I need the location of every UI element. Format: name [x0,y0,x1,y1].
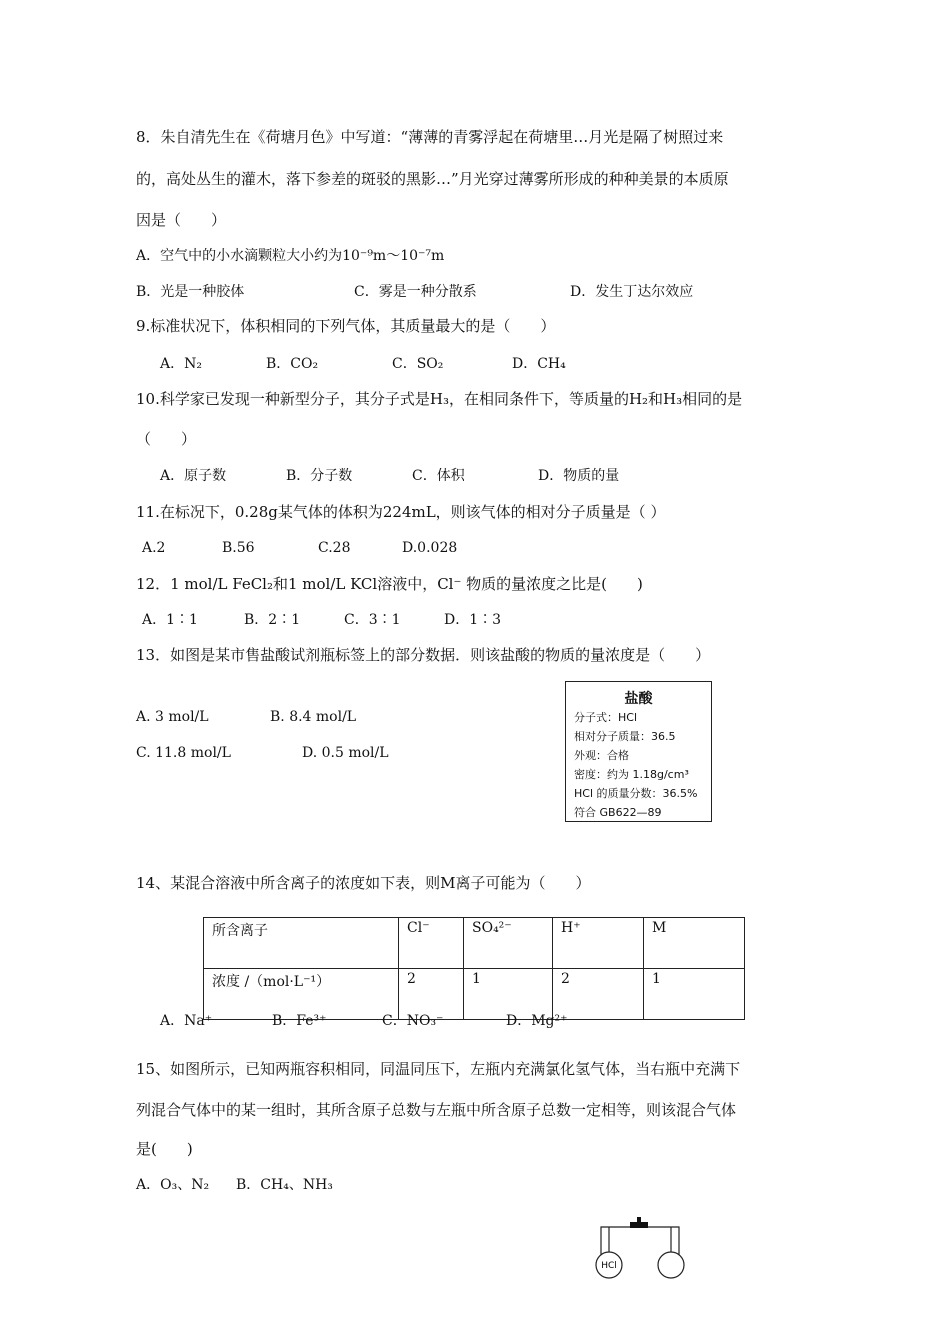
q12-option-a: A．1∶1 [142,612,198,628]
q9-option-c: C．SO₂ [392,356,444,372]
q15-line-3: 是( ) [136,1140,193,1158]
q14-stem: 14、某混合溶液中所含离子的浓度如下表，则M离子可能为（ ） [136,874,591,892]
reagent-label-row: 分子式：HCl [574,711,638,724]
table-cell: H⁺ [553,918,644,969]
two-flasks-illustration [593,1215,687,1281]
table-row [204,918,745,969]
table-cell: SO₄²⁻ [464,918,553,969]
q11-option-c: C.28 [318,540,351,556]
table-cell: 1 [644,969,745,1020]
q12-option-c: C．3∶1 [344,612,401,628]
q13-option-b: B. 8.4 mol/L [270,709,357,725]
reagent-label-row: HCl 的质量分数：36.5% [574,787,698,800]
q11-option-d: D.0.028 [402,540,458,556]
q15-line-1: 15、如图所示，已知两瓶容积相同，同温同压下，左瓶内充满氯化氢气体，当右瓶中充满下 [136,1060,741,1078]
q9-stem: 9.标准状况下，体积相同的下列气体，其质量最大的是（ ） [136,317,556,335]
q12-option-b: B．2∶1 [244,612,301,628]
q10-option-b: B．分子数 [286,468,353,484]
q15-option-b: B．CH₄、NH₃ [236,1177,333,1193]
flask-diagram [593,1215,687,1281]
q8-line-3: 因是（ ） [136,211,227,229]
q8-option-a: A．空气中的小水滴颗粒大小约为10⁻⁹m～10⁻⁷m [136,248,445,264]
reagent-label [565,681,712,822]
ion-concentration-table [203,917,745,1020]
q11-option-b: B.56 [222,540,255,556]
reagent-label-row: 外观：合格 [574,749,629,762]
q15-line-2: 列混合气体中的某一组时，其所含原子总数与左瓶中所含原子总数一定相等，则该混合气体 [136,1101,737,1119]
table-cell: 2 [399,969,464,1020]
table-cell: 2 [553,969,644,1020]
q13-option-a: A. 3 mol/L [136,709,209,725]
q11-stem: 11.在标况下，0.28g某气体的体积为224mL，则该气体的相对分子质量是（ ） [136,503,666,521]
q14-option-a: A．Na⁺ [160,1013,213,1029]
q10-option-d: D．物质的量 [538,468,620,484]
q8-line-2: 的，高处丛生的灌木，落下参差的斑驳的黑影…”月光穿过薄雾所形成的种种美景的本质原 [136,170,729,188]
q9-option-a: A．N₂ [160,356,202,372]
q13-option-d: D. 0.5 mol/L [302,745,389,761]
reagent-label-row: 相对分子质量：36.5 [574,730,676,743]
q9-option-d: D．CH₄ [512,356,566,372]
q12-stem: 12．1 mol/L FeCl₂和1 mol/L KCl溶液中，Cl⁻ 物质的量浓度之比是( ) [136,575,643,593]
table-cell: 1 [464,969,553,1020]
q8-option-d: D．发生丁达尔效应 [570,284,694,300]
q10-line-2: （ ） [136,430,197,448]
table-cell: M [644,918,745,969]
hcl-flask-label: HCl [601,1261,617,1271]
q8-option-c: C．雾是一种分散系 [354,284,477,300]
q14-option-d: D．Mg²⁺ [506,1013,568,1029]
q11-option-a: A.2 [142,540,166,556]
q13-stem: 13．如图是某市售盐酸试剂瓶标签上的部分数据．则该盐酸的物质的量浓度是（ ） [136,646,711,664]
q13-option-c: C. 11.8 mol/L [136,745,231,761]
q8-line-1: 8．朱自清先生在《荷塘月色》中写道：“薄薄的青雾浮起在荷塘里…月光是隔了树照过来 [136,128,724,146]
reagent-label-title: 盐酸 [624,691,653,707]
q12-option-d: D．1∶3 [444,612,502,628]
q14-option-b: B．Fe³⁺ [272,1013,327,1029]
q9-option-b: B．CO₂ [266,356,319,372]
q10-option-a: A．原子数 [160,468,227,484]
table-cell: 浓度 /（mol·L⁻¹） [204,969,399,1020]
table-cell: Cl⁻ [399,918,464,969]
reagent-label-row: 密度：约为 1.18g/cm³ [574,768,689,781]
q15-option-a: A．O₃、N₂ [136,1177,210,1193]
q10-line-1: 10.科学家已发现一种新型分子，其分子式是H₃，在相同条件下，等质量的H₂和H₃相同的是 [136,390,743,408]
table-cell: 所含离子 [204,918,399,969]
q14-option-c: C．NO₃⁻ [382,1013,444,1029]
reagent-label-row: 符合 GB622—89 [574,806,662,819]
q8-option-b: B．光是一种胶体 [136,284,245,300]
q10-option-c: C．体积 [412,468,465,484]
